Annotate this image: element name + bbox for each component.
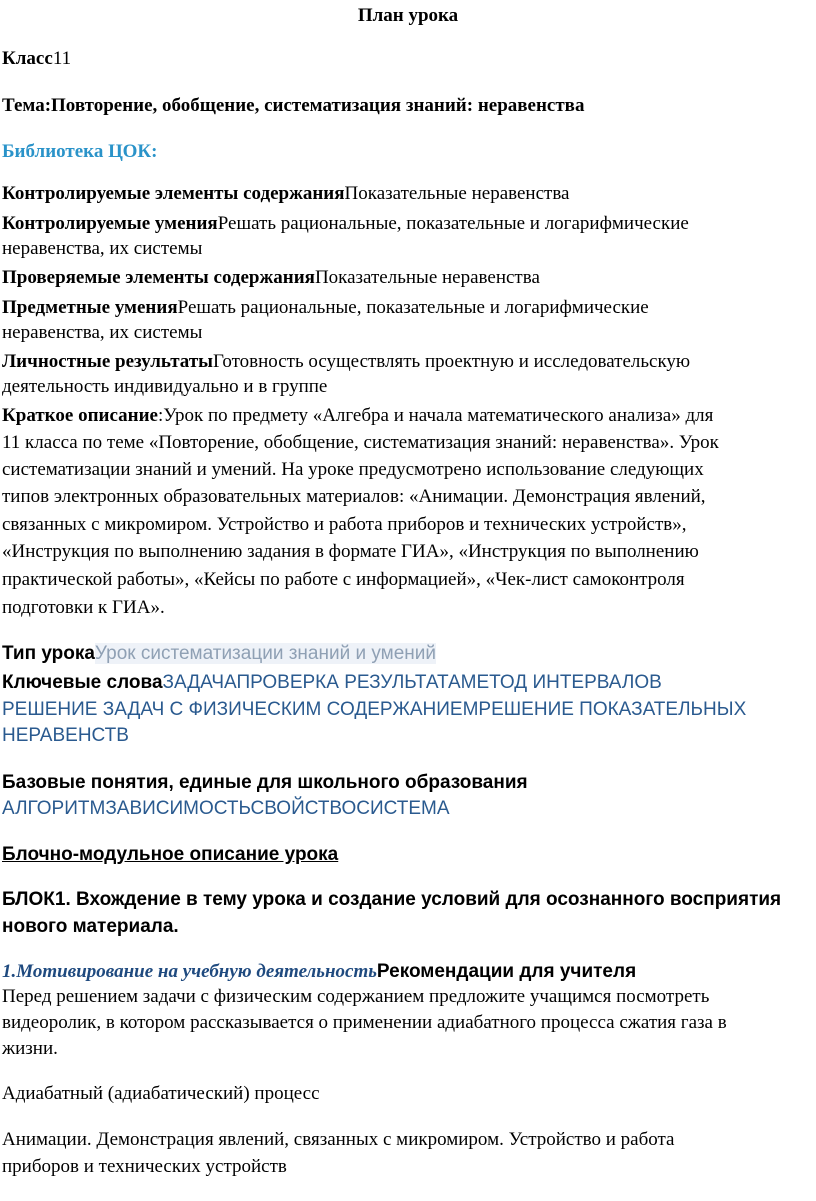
subject-skills-cont: неравенства, их системы (2, 322, 203, 343)
motivation-line2: видеоролик, в котором рассказывается о применении адиабатного процесса сжатия газа в (2, 1012, 727, 1033)
base-concepts-value[interactable]: АЛГОРИТМЗАВИСИМОСТЬСВОЙСТВОСИСТЕМА (2, 798, 450, 819)
controlled-skills-cont: неравенства, их системы (2, 238, 203, 259)
class-label: Класс (2, 48, 53, 69)
controlled-skills-value: Решать рациональные, показательные и логарифмические (217, 213, 689, 234)
keywords-line1[interactable]: ЗАДАЧАПРОВЕРКА РЕЗУЛЬТАТАМЕТОД ИНТЕРВАЛОВ (162, 672, 662, 693)
lesson-type-label: Тип урока (2, 643, 95, 664)
subject-skills-label: Предметные умения (2, 297, 178, 318)
motivation-line3: жизни. (2, 1038, 58, 1059)
teacher-recommendations: Рекомендации для учителя (376, 961, 637, 982)
personal-results-value: Готовность осуществлять проектную и исследовательскую (213, 351, 691, 372)
controlled-elements-value: Показательные неравенства (344, 183, 570, 204)
personal-results-label: Личностные результаты (2, 351, 213, 372)
summary-line2: 11 класса по теме «Повторение, обобщение, систематизация знаний: неравенства». Урок (2, 432, 719, 453)
controlled-elements-label: Контролируемые элементы содержания (2, 183, 345, 204)
class-row (2, 47, 71, 71)
lesson-type-value: Урок систематизации знаний и умений (94, 643, 437, 664)
personal-results-cont: деятельность индивидуально и в группе (2, 376, 328, 397)
summary-line6: «Инструкция по выполнению задания в формате ГИА», «Инструкция по выполнению (2, 541, 699, 562)
checked-elements-row (2, 266, 540, 290)
topic-value: Повторение, обобщение, систематизация знаний: неравенства (51, 95, 585, 116)
page-title: План урока (357, 5, 459, 26)
summary-line4: типов электронных образовательных материалов: «Анимации. Демонстрация явлений, (2, 486, 706, 507)
keywords-line3[interactable]: НЕРАВЕНСТВ (2, 725, 129, 746)
block1-line1: БЛОК1. Вхождение в тему урока и создание условий для осознанного восприятия (2, 889, 782, 910)
summary-line5: связанных с микромиром. Устройство и работа приборов и технических устройств», (2, 514, 687, 535)
motivation-heading: 1.Мотивирование на учебную деятельность (2, 961, 377, 982)
motivation-row (2, 960, 636, 984)
summary-line3: систематизации знаний и умений. На уроке предусмотрено использование следующих (2, 459, 704, 480)
keywords-line2[interactable]: РЕШЕНИЕ ЗАДАЧ С ФИЗИЧЕСКИМ СОДЕРЖАНИЕМРЕШЕНИЕ ПОКАЗАТЕЛЬНЫХ (2, 699, 747, 720)
checked-elements-value: Показательные неравенства (314, 267, 540, 288)
base-concepts-label: Базовые понятия, единые для школьного образования (2, 772, 528, 793)
topic-row (2, 94, 584, 118)
keywords-row (2, 671, 662, 695)
topic-label: Тема: (2, 95, 52, 116)
class-value: 11 (52, 48, 72, 69)
summary-line1: :Урок по предмету «Алгебра и начала математического анализа» для (157, 405, 714, 426)
adiabatic-process: Адиабатный (адиабатический) процесс (2, 1083, 320, 1104)
controlled-elements-row (2, 182, 569, 206)
subject-skills-value: Решать рациональные, показательные и логарифмические (177, 297, 649, 318)
controlled-skills-label: Контролируемые умения (2, 213, 218, 234)
subject-skills-row (2, 296, 649, 320)
keywords-label: Ключевые слова (2, 672, 163, 693)
block1-line2: нового материала. (2, 916, 179, 937)
summary-row (2, 404, 713, 428)
summary-line7: практической работы», «Кейсы по работе с информацией», «Чек-лист самоконтроля (2, 569, 685, 590)
summary-line8: подготовки к ГИА». (2, 597, 165, 618)
checked-elements-label: Проверяемые элементы содержания (2, 267, 315, 288)
personal-results-row (2, 350, 690, 374)
animations-line2: приборов и технических устройств (2, 1156, 287, 1177)
controlled-skills-row (2, 212, 689, 236)
animations-line1: Анимации. Демонстрация явлений, связанных с микромиром. Устройство и работа (2, 1129, 675, 1150)
motivation-line1: Перед решением задачи с физическим содержанием предложите учащимся посмотреть (2, 986, 710, 1007)
block-description-heading: Блочно-модульное описание урока (2, 844, 339, 865)
library-link[interactable]: Библиотека ЦОК: (2, 141, 158, 162)
summary-label: Краткое описание (2, 405, 158, 426)
lesson-type-row (2, 642, 436, 666)
